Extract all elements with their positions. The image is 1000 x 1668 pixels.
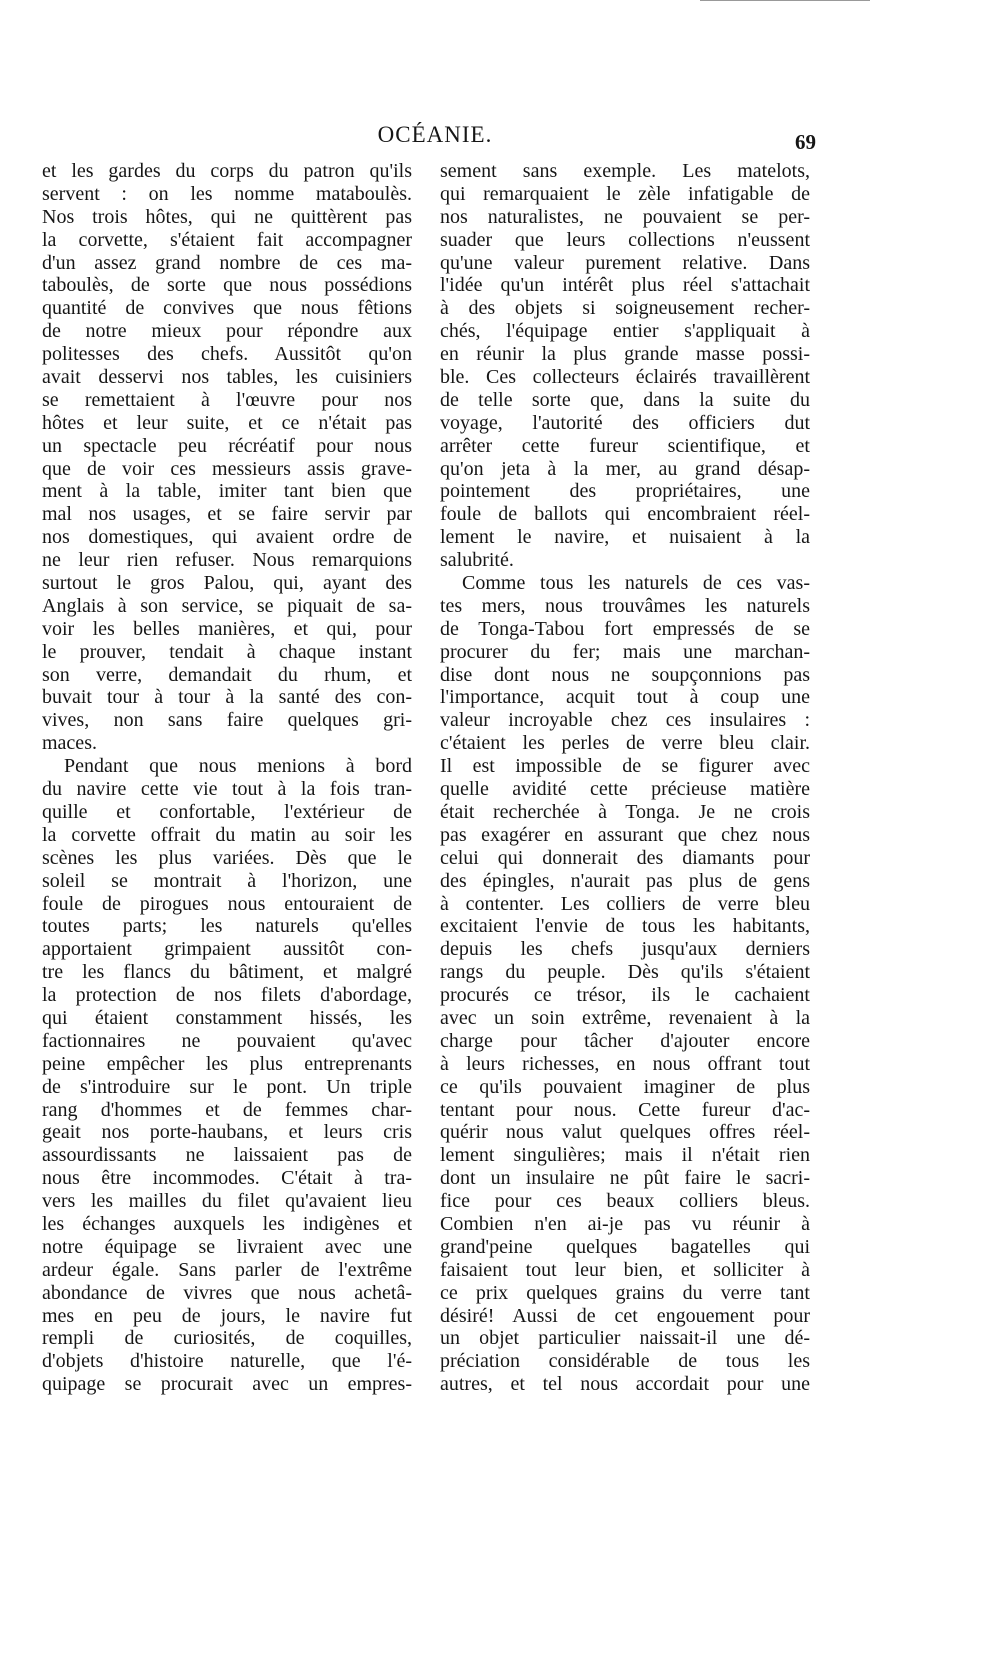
text-line: nos domestiques, qui avaient ordre de bbox=[42, 526, 412, 549]
text-line: à des objets si soigneusement recher- bbox=[440, 297, 810, 320]
text-line: suader que leurs collections n'eussent bbox=[440, 228, 810, 251]
text-line: préciation considérable de tous les bbox=[440, 1350, 810, 1373]
text-line: factionnaires ne pouvaient qu'avec bbox=[42, 1029, 412, 1052]
text-line: ce prix quelques grains du verre tant bbox=[440, 1281, 810, 1304]
text-column-right bbox=[440, 160, 810, 1396]
text-line: abondance de vivres que nous achetâ- bbox=[42, 1281, 412, 1304]
text-line: chés, l'équipage entier s'appliquait à bbox=[440, 320, 810, 343]
text-line: soleil se montrait à l'horizon, une bbox=[42, 869, 412, 892]
text-line: maces. bbox=[42, 732, 97, 755]
text-line: foule de pirogues nous entouraient de bbox=[42, 892, 412, 915]
text-line: salubrité. bbox=[440, 549, 514, 572]
text-line: Pendant que nous menions à bord bbox=[64, 755, 412, 778]
text-line: dise dont nous ne soupçonnions pas bbox=[440, 663, 810, 686]
text-line: que de voir ces messieurs assis grave- bbox=[42, 457, 412, 480]
text-line: peine empêcher les plus entreprenants bbox=[42, 1052, 412, 1075]
text-line: Anglais à son service, se piquait de sa- bbox=[42, 594, 412, 617]
text-line: rempli de curiosités, de coquilles, bbox=[42, 1327, 412, 1350]
text-line: notre équipage se livraient avec une bbox=[42, 1235, 412, 1258]
text-line: quelle avidité cette précieuse matière bbox=[440, 778, 810, 801]
text-line: celui qui donnerait des diamants pour bbox=[440, 846, 810, 869]
text-line: d'objets d'histoire naturelle, que l'é- bbox=[42, 1350, 412, 1373]
text-line: d'un assez grand nombre de ces ma- bbox=[42, 251, 412, 274]
text-line: autres, et tel nous accordait pour une bbox=[440, 1373, 810, 1396]
text-line: quérir nous valut quelques offres réel- bbox=[440, 1121, 810, 1144]
text-line: Comme tous les naturels de ces vas- bbox=[462, 572, 810, 595]
running-header-title: OCÉANIE. bbox=[377, 122, 493, 147]
text-line: rang d'hommes et de femmes char- bbox=[42, 1098, 412, 1121]
text-line: hôtes et leur suite, et ce n'était pas bbox=[42, 411, 412, 434]
text-line: procurer du fer; mais une marchan- bbox=[440, 640, 810, 663]
text-line: vers les mailles du filet qu'avaient lieu bbox=[42, 1190, 412, 1213]
text-line: mes en peu de jours, le navire fut bbox=[42, 1304, 412, 1327]
text-line: un spectacle peu récréatif pour nous bbox=[42, 434, 412, 457]
text-line: assourdissants ne laissaient pas de bbox=[42, 1144, 412, 1167]
text-line: foule de ballots qui encombraient réel- bbox=[440, 503, 810, 526]
text-line: quantité de convives que nous fêtions bbox=[42, 297, 412, 320]
text-line: son verre, demandait du rhum, et bbox=[42, 663, 412, 686]
text-line: servent : on les nomme mataboulès. bbox=[42, 182, 412, 205]
text-line: voir les belles manières, et qui, pour bbox=[42, 617, 412, 640]
text-line: lement singulières; mais il n'était rien bbox=[440, 1144, 810, 1167]
top-rule bbox=[700, 0, 870, 1]
text-line: tentant pour nous. Cette fureur d'ac- bbox=[440, 1098, 810, 1121]
text-line: sement sans exemple. Les matelots, bbox=[440, 160, 810, 182]
text-line: Combien n'en ai-je pas vu réunir à bbox=[440, 1212, 810, 1235]
text-line: dont un insulaire ne pût faire le sacri- bbox=[440, 1167, 810, 1190]
text-line: nos naturalistes, ne pouvaient se per- bbox=[440, 205, 810, 228]
text-line: quille et confortable, l'extérieur de bbox=[42, 800, 412, 823]
text-line: politesses des chefs. Aussitôt qu'on bbox=[42, 343, 412, 366]
text-line: quipage se procurait avec un empres- bbox=[42, 1373, 412, 1396]
text-line: ce qu'ils pouvaient imaginer de plus bbox=[440, 1075, 810, 1098]
text-line: nous être incommodes. C'était à tra- bbox=[42, 1167, 412, 1190]
text-line: geait nos porte-haubans, et leurs cris bbox=[42, 1121, 412, 1144]
text-line: depuis les chefs jusqu'aux derniers bbox=[440, 938, 810, 961]
text-line: vives, non sans faire quelques gri- bbox=[42, 709, 412, 732]
text-line: de notre mieux pour répondre aux bbox=[42, 320, 412, 343]
text-line: et les gardes du corps du patron qu'ils bbox=[42, 160, 412, 182]
text-line: avait desservi nos tables, les cuisiniers bbox=[42, 366, 412, 389]
text-line: un objet particulier naissait-il une dé- bbox=[440, 1327, 810, 1350]
text-line: qui étaient constamment hissés, les bbox=[42, 1006, 412, 1029]
text-line: pas exagérer en assurant que chez nous bbox=[440, 823, 810, 846]
text-line: en réunir la plus grande masse possi- bbox=[440, 343, 810, 366]
text-line: toutes parts; les naturels qu'elles bbox=[42, 915, 412, 938]
text-line: ble. Ces collecteurs éclairés travaillèrent bbox=[440, 366, 810, 389]
text-line: faisaient tout leur bien, et solliciter à bbox=[440, 1258, 810, 1281]
text-line: la protection de nos filets d'abordage, bbox=[42, 984, 412, 1007]
text-line: valeur incroyable chez ces insulaires : bbox=[440, 709, 810, 732]
text-line: buvait tour à tour à la santé des con- bbox=[42, 686, 412, 709]
page-number: 69 bbox=[795, 130, 816, 154]
text-line: procurés ce trésor, ils le cachaient bbox=[440, 984, 810, 1007]
text-line: ne leur rien refuser. Nous remarquions bbox=[42, 549, 412, 572]
text-line: grand'peine quelques bagatelles qui bbox=[440, 1235, 810, 1258]
text-line: du navire cette vie tout à la fois tran- bbox=[42, 778, 412, 801]
text-line: fice pour ces beaux colliers bleus. bbox=[440, 1190, 810, 1213]
text-line: charge pour tâcher d'ajouter encore bbox=[440, 1029, 810, 1052]
text-line: taboulès, de sorte que nous possédions bbox=[42, 274, 412, 297]
text-line: de Tonga-Tabou fort empressés de se bbox=[440, 617, 810, 640]
text-line: la corvette offrait du matin au soir les bbox=[42, 823, 412, 846]
text-line: surtout le gros Palou, qui, ayant des bbox=[42, 572, 412, 595]
text-line: ment à la table, imiter tant bien que bbox=[42, 480, 412, 503]
text-line: désiré! Aussi de cet engouement pour bbox=[440, 1304, 810, 1327]
text-line: de s'introduire sur le pont. Un triple bbox=[42, 1075, 412, 1098]
text-line: ardeur égale. Sans parler de l'extrême bbox=[42, 1258, 412, 1281]
text-line: apportaient grimpaient aussitôt con- bbox=[42, 938, 412, 961]
text-line: l'idée qu'un intérêt plus réel s'attachait bbox=[440, 274, 810, 297]
text-line: arrêter cette fureur scientifique, et bbox=[440, 434, 810, 457]
text-line: de telle sorte que, dans la suite du bbox=[440, 388, 810, 411]
text-line: mal nos usages, et se faire servir par bbox=[42, 503, 412, 526]
text-line: tre les flancs du bâtiment, et malgré bbox=[42, 961, 412, 984]
text-line: se remettaient à l'œuvre pour nos bbox=[42, 388, 412, 411]
text-line: des épingles, n'aurait pas plus de gens bbox=[440, 869, 810, 892]
text-line: lement le navire, et nuisaient à la bbox=[440, 526, 810, 549]
text-line: Il est impossible de se figurer avec bbox=[440, 755, 810, 778]
text-line: pointement des propriétaires, une bbox=[440, 480, 810, 503]
text-line: tes mers, nous trouvâmes les naturels bbox=[440, 594, 810, 617]
text-line: qui remarquaient le zèle infatigable de bbox=[440, 182, 810, 205]
text-line: les échanges auxquels les indigènes et bbox=[42, 1212, 412, 1235]
text-line: la corvette, s'étaient fait accompagner bbox=[42, 228, 412, 251]
text-line: qu'une valeur purement relative. Dans bbox=[440, 251, 810, 274]
text-line: avec un soin extrême, revenaient à la bbox=[440, 1006, 810, 1029]
text-line: l'importance, acquit tout à coup une bbox=[440, 686, 810, 709]
text-line: était recherchée à Tonga. Je ne crois bbox=[440, 800, 810, 823]
text-line: le prouver, tendait à chaque instant bbox=[42, 640, 412, 663]
text-line: scènes les plus variées. Dès que le bbox=[42, 846, 412, 869]
text-line: excitaient l'envie de tous les habitants, bbox=[440, 915, 810, 938]
text-line: c'étaient les perles de verre bleu clair. bbox=[440, 732, 810, 755]
text-column-left bbox=[42, 160, 412, 1396]
text-line: Nos trois hôtes, qui ne quittèrent pas bbox=[42, 205, 412, 228]
text-line: qu'on jeta à la mer, au grand désap- bbox=[440, 457, 810, 480]
text-line: à contenter. Les colliers de verre bleu bbox=[440, 892, 810, 915]
text-line: voyage, l'autorité des officiers dut bbox=[440, 411, 810, 434]
text-line: rangs du peuple. Dès qu'ils s'étaient bbox=[440, 961, 810, 984]
text-line: à leurs richesses, en nous offrant tout bbox=[440, 1052, 810, 1075]
